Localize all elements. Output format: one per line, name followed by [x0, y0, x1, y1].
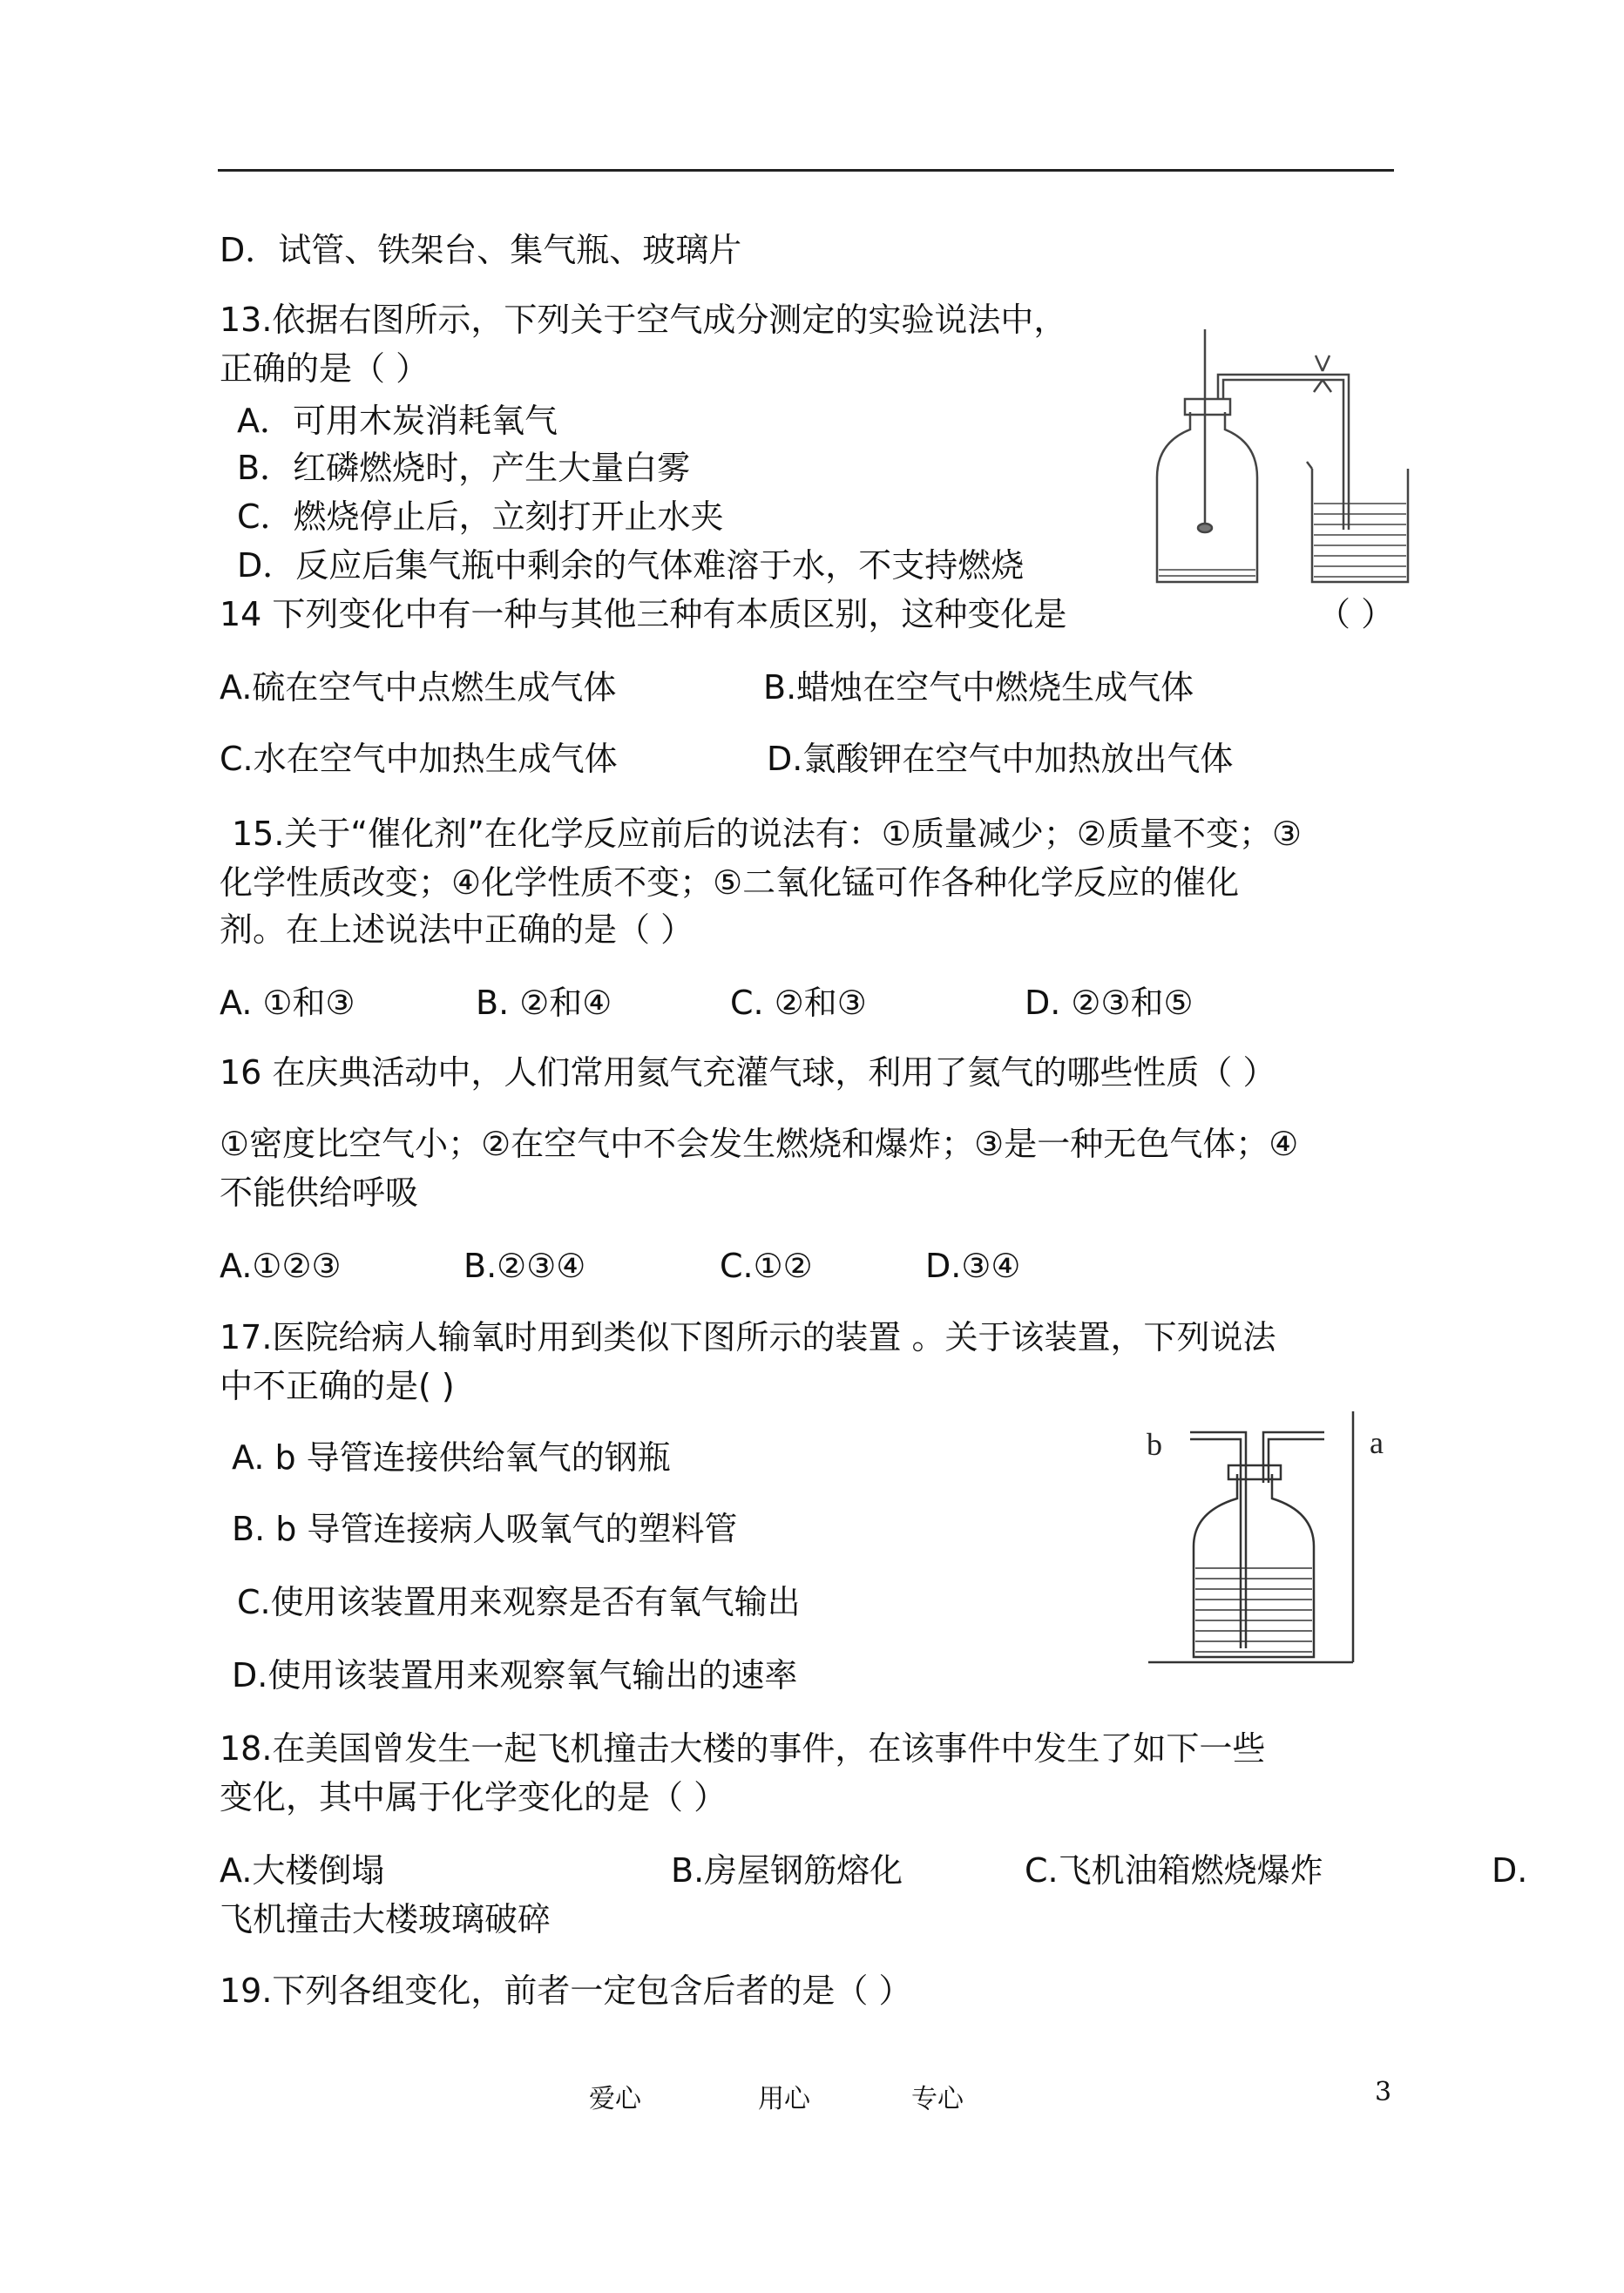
footer-motto-1: 爱心	[589, 2084, 641, 2114]
question-16-option-a: A.①②③	[220, 1247, 342, 1285]
question-18-option-d-label: D.	[1492, 1851, 1528, 1890]
question-16-stem: 16 在庆典活动中，人们常用氦气充灌气球，利用了氦气的哪些性质（ ）	[220, 1053, 1276, 1092]
question-12-option-d: D．试管、铁架台、集气瓶、玻璃片	[220, 231, 742, 269]
question-14-stem: 14 下列变化中有一种与其他三种有本质区别，这种变化是	[220, 595, 1067, 633]
question-18-option-c: C.飞机油箱燃烧爆炸	[1025, 1851, 1323, 1890]
question-13-option-d: D．反应后集气瓶中剩余的气体难溶于水，不支持燃烧	[237, 546, 1025, 585]
tube-b-label: b	[1147, 1427, 1162, 1462]
question-18-option-d: 飞机撞击大楼玻璃破碎	[220, 1900, 551, 1938]
footer-motto-2: 用心	[758, 2084, 810, 2114]
question-18-stem: 18.在美国曾发生一起飞机撞击大楼的事件，在该事件中发生了如下一些	[220, 1729, 1266, 1768]
question-17-option-c: C.使用该装置用来观察是否有氧气输出	[237, 1583, 801, 1621]
question-15-option-d: D. ②③和⑤	[1025, 984, 1194, 1022]
question-16-statements: ①密度比空气小；②在空气中不会发生燃烧和爆炸；③是一种无色气体；④	[220, 1125, 1299, 1163]
question-15-stem-3: 剂。在上述说法中正确的是（ ）	[220, 910, 694, 949]
question-16-option-d: D.③④	[925, 1247, 1021, 1285]
question-16-option-c: C.①②	[720, 1247, 813, 1285]
question-13-option-a: A．可用木炭消耗氧气	[237, 402, 558, 440]
question-17-stem-2: 中不正确的是( )	[220, 1367, 455, 1405]
question-15-option-c: C. ②和③	[730, 984, 867, 1022]
question-18-stem-2: 变化，其中属于化学变化的是（ ）	[220, 1778, 727, 1816]
question-15-option-a: A. ①和③	[220, 984, 355, 1022]
question-14-option-b: B.蜡烛在空气中燃烧生成气体	[763, 668, 1194, 707]
question-19-stem: 19.下列各组变化，前者一定包含后者的是（ ）	[220, 1972, 912, 2010]
question-13-stem: 13.依据右图所示，下列关于空气成分测定的实验说法中，	[220, 301, 1067, 339]
question-15-stem-2: 化学性质改变；④化学性质不变；⑤二氧化锰可作各种化学反应的催化	[220, 863, 1240, 902]
question-14-option-c: C.水在空气中加热生成气体	[220, 740, 618, 778]
question-15-stem: 15.关于“催化剂”在化学反应前后的说法有：①质量减少；②质量不变；③	[232, 815, 1303, 853]
footer-motto-3: 专心	[911, 2084, 964, 2114]
question-13-stem-2: 正确的是（ ）	[220, 349, 430, 388]
question-13-option-b: B．红磷燃烧时，产生大量白雾	[237, 449, 691, 487]
question-16-option-b: B.②③④	[464, 1247, 586, 1285]
question-18-option-a: A.大楼倒塌	[220, 1851, 385, 1890]
question-17-stem: 17.医院给病人输氧时用到类似下图所示的装置 。关于该装置，下列说法	[220, 1318, 1276, 1356]
question-17-option-d: D.使用该装置用来观察氧气输出的速率	[232, 1656, 798, 1694]
question-14-option-d: D.氯酸钾在空气中加热放出气体	[767, 740, 1234, 778]
tube-a-label: a	[1370, 1425, 1384, 1460]
question-16-statements-2: 不能供给呼吸	[220, 1174, 419, 1212]
question-17-option-a: A. b 导管连接供给氧气的钢瓶	[232, 1438, 671, 1477]
page-number: 3	[1375, 2077, 1392, 2107]
question-15-option-b: B. ②和④	[476, 984, 612, 1022]
question-17-option-b: B. b 导管连接病人吸氧气的塑料管	[232, 1510, 738, 1548]
question-18-option-b: B.房屋钢筋熔化	[671, 1851, 903, 1890]
question-14-option-a: A.硫在空气中点燃生成气体	[220, 668, 617, 707]
gas-bottle-figure	[1141, 1411, 1403, 1673]
question-13-option-c: C．燃烧停止后，立刻打开止水夹	[237, 497, 724, 536]
question-14-answer-blank: （ ）	[1317, 595, 1395, 633]
air-experiment-figure	[1148, 312, 1418, 584]
header-rule	[218, 169, 1394, 172]
